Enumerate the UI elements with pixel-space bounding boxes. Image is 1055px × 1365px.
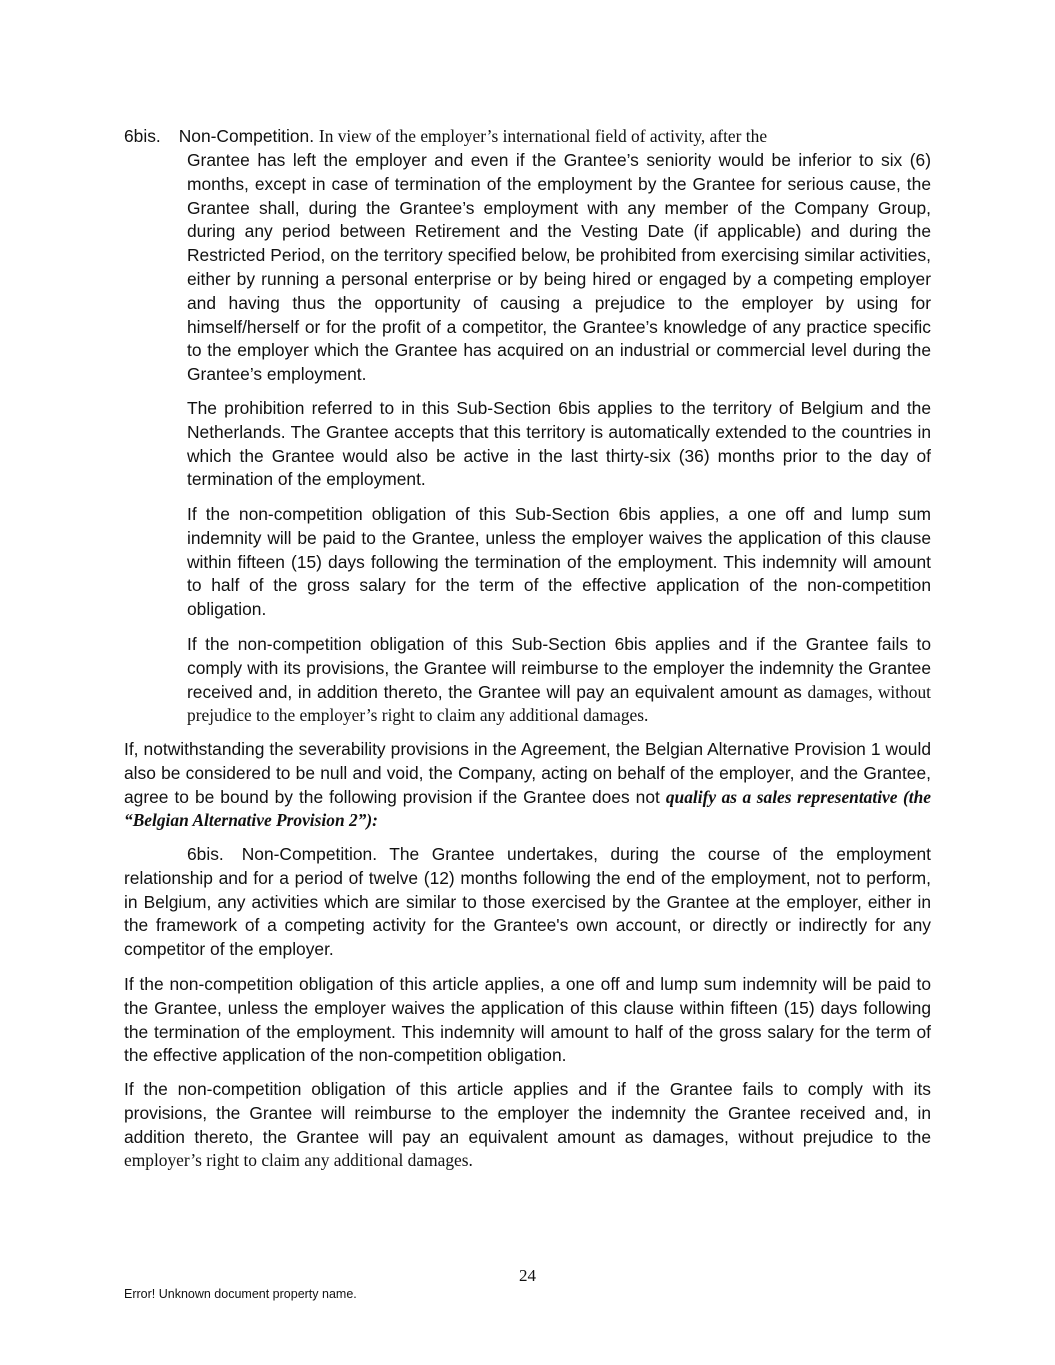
section1-para1-body: Grantee has left the employer and even if the Grantee’s seniority would be inferior to six (6) months, except in case of termination of the employment by the Grantee for serious cause, the Grantee shall, during the Grantee’s employment with any member of the Company Group, during any period between Retirement and the Vesting Date (if applicable) and during the Restricted Period, on the territory specified below, be prohibited from exercising similar activities, either by running a personal enterprise or by being hired or engaged by a competing employer and having thus the opportunity of causing a prejudice to the employer by using for himself/herself or for the profit of a competitor, the Grantee’s knowledge of any practice specific to the employer which the Grantee has acquired on an industrial or commercial level during the Grantee’s employment. (187, 150, 931, 385)
section1-para2: The prohibition referred to in this Sub-Section 6bis applies to the territory of Belgium and the Netherlands. The Grantee accepts that this territory is automatically extended to the countries in which the Grantee would also be active in the last thirty-six (36) months prior to the day of termination of the employment. (187, 398, 931, 490)
transition-text: If, notwithstanding the severability provisions in the Agreement, the Belgian Alternative Provision 1 would also be considered to be null and void, the Company, acting on behalf of the employer, and the Grantee, agree to be bound by the following provision if the Grantee does not (124, 739, 931, 807)
section1-heading: Non-Competition. (178, 126, 315, 146)
transition-emphasis: qualify as a sales representative (the “Belgian Alternative Provision 2”): (124, 786, 931, 831)
section1-para4-tail: damages, without prejudice to the employer’s right to claim any additional damages. (187, 681, 931, 726)
section1-para1-lead: In view of the employer’s international field of activity, after the (318, 126, 768, 146)
section1-para3: If the non-competition obligation of this Sub-Section 6bis applies, a one off and lump sum indemnity will be paid to the Grantee, unless the employer waives the application of this clause within fifteen (15) days following the termination of the employment. This indemnity will amount to half of the gross salary for the term of the effective application of the non-competition obligation. (187, 504, 931, 620)
section2-para1-text: The Grantee undertakes, during the course of the employment relationship and for a period of twelve (12) months following the end of the employment, not to perform, in Belgium, any activities which are similar to those exercised by the Grantee at the employer, either in the framework of a competing activity for the Grantee's own account, or directly or indirectly for any competitor of the employer. (124, 844, 931, 960)
section2-para3-tail: employer’s right to claim any additional damages. (124, 1150, 473, 1171)
section2-heading: Non-Competition. (241, 844, 378, 864)
section2-para1 (124, 843, 931, 962)
section1-number: 6bis. (124, 126, 161, 146)
section1-heading-line (124, 125, 767, 149)
section2-number: 6bis. (187, 844, 224, 864)
transition-paragraph (124, 738, 931, 833)
section2-para3 (124, 1078, 931, 1173)
section2-para3-main: If the non-competition obligation of this article applies and if the Grantee fails to comply with its provisions, the Grantee will reimburse to the employer the indemnity the Grantee received and, in addition thereto, the Grantee will pay an equivalent amount as damages, without prejudice to the (124, 1079, 931, 1147)
section2-para2: If the non-competition obligation of this article applies, a one off and lump sum indemnity will be paid to the Grantee, unless the employer waives the application of this clause within fifteen (15) days following the termination of the employment. This indemnity will amount to half of the gross salary for the term of the effective application of the non-competition obligation. (124, 974, 931, 1066)
section1-para4 (187, 633, 931, 728)
page-number: 24 (519, 1266, 536, 1285)
section1-para4-main: If the non-competition obligation of this Sub-Section 6bis applies and if the Grantee fails to comply with its provisions, the Grantee will reimburse to the employer the indemnity the Grantee received and, in addition thereto, the Grantee will pay an equivalent amount as (187, 634, 931, 702)
footer-property-error: Error! Unknown document property name. (124, 1287, 357, 1301)
